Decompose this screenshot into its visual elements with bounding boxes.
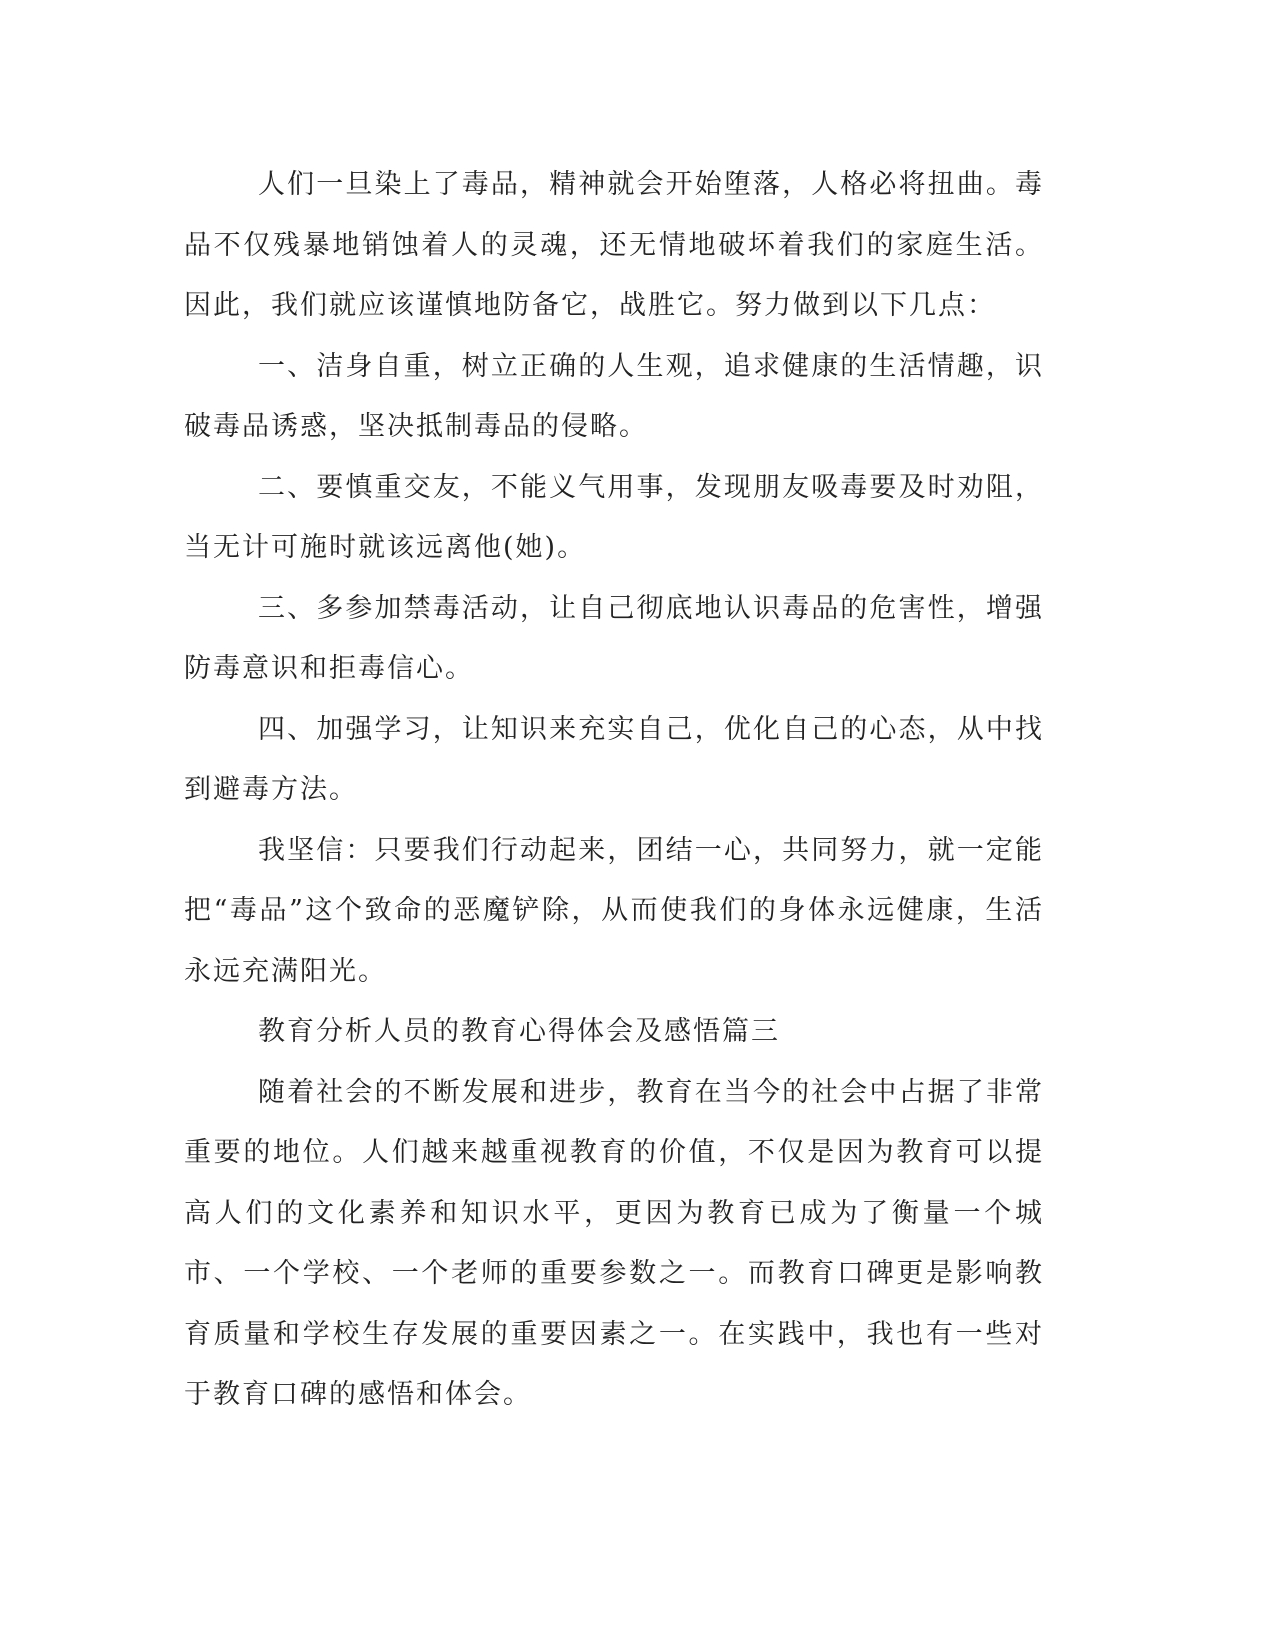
paragraph-drug-harm: 人们一旦染上了毒品，精神就会开始堕落，人格必将扭曲。毒品不仅残暴地销蚀着人的灵魂，还无情地破坏着我们的家庭生活。因此，我们就应该谨慎地防备它，战胜它。努力做到以下几点： — [184, 169, 1044, 321]
paragraph-point-three: 三、多参加禁毒活动，让自己彻底地认识毒品的危害性，增强防毒意识和拒毒信心。 — [184, 592, 1044, 684]
document-body — [184, 155, 1044, 1426]
paragraph-point-two: 二、要慎重交友，不能义气用事，发现朋友吸毒要及时劝阻，当无计可施时就该远离他(她)。 — [184, 471, 1044, 563]
paragraph-point-four: 四、加强学习，让知识来充实自己，优化自己的心态，从中找到避毒方法。 — [184, 713, 1044, 805]
paragraph-education-intro: 随着社会的不断发展和进步，教育在当今的社会中占据了非常重要的地位。人们越来越重视教育的价值，不仅是因为教育可以提高人们的文化素养和知识水平，更因为教育已成为了衡量一个城市、一个学校、一个老师的重要参数之一。而教育口碑更是影响教育质量和学校生存发展的重要因素之一。在实践中，我也有一些对于教育口碑的感悟和体会。 — [184, 1076, 1044, 1410]
paragraph-point-one: 一、洁身自重，树立正确的人生观，追求健康的生活情趣，识破毒品诱惑，坚决抵制毒品的侵略。 — [184, 350, 1044, 442]
paragraph-conclusion: 我坚信：只要我们行动起来，团结一心，共同努力，就一定能把“毒品”这个致命的恶魔铲除，从而使我们的身体永远健康，生活永远充满阳光。 — [184, 834, 1044, 987]
section-heading: 教育分析人员的教育心得体会及感悟篇三 — [258, 1016, 780, 1047]
